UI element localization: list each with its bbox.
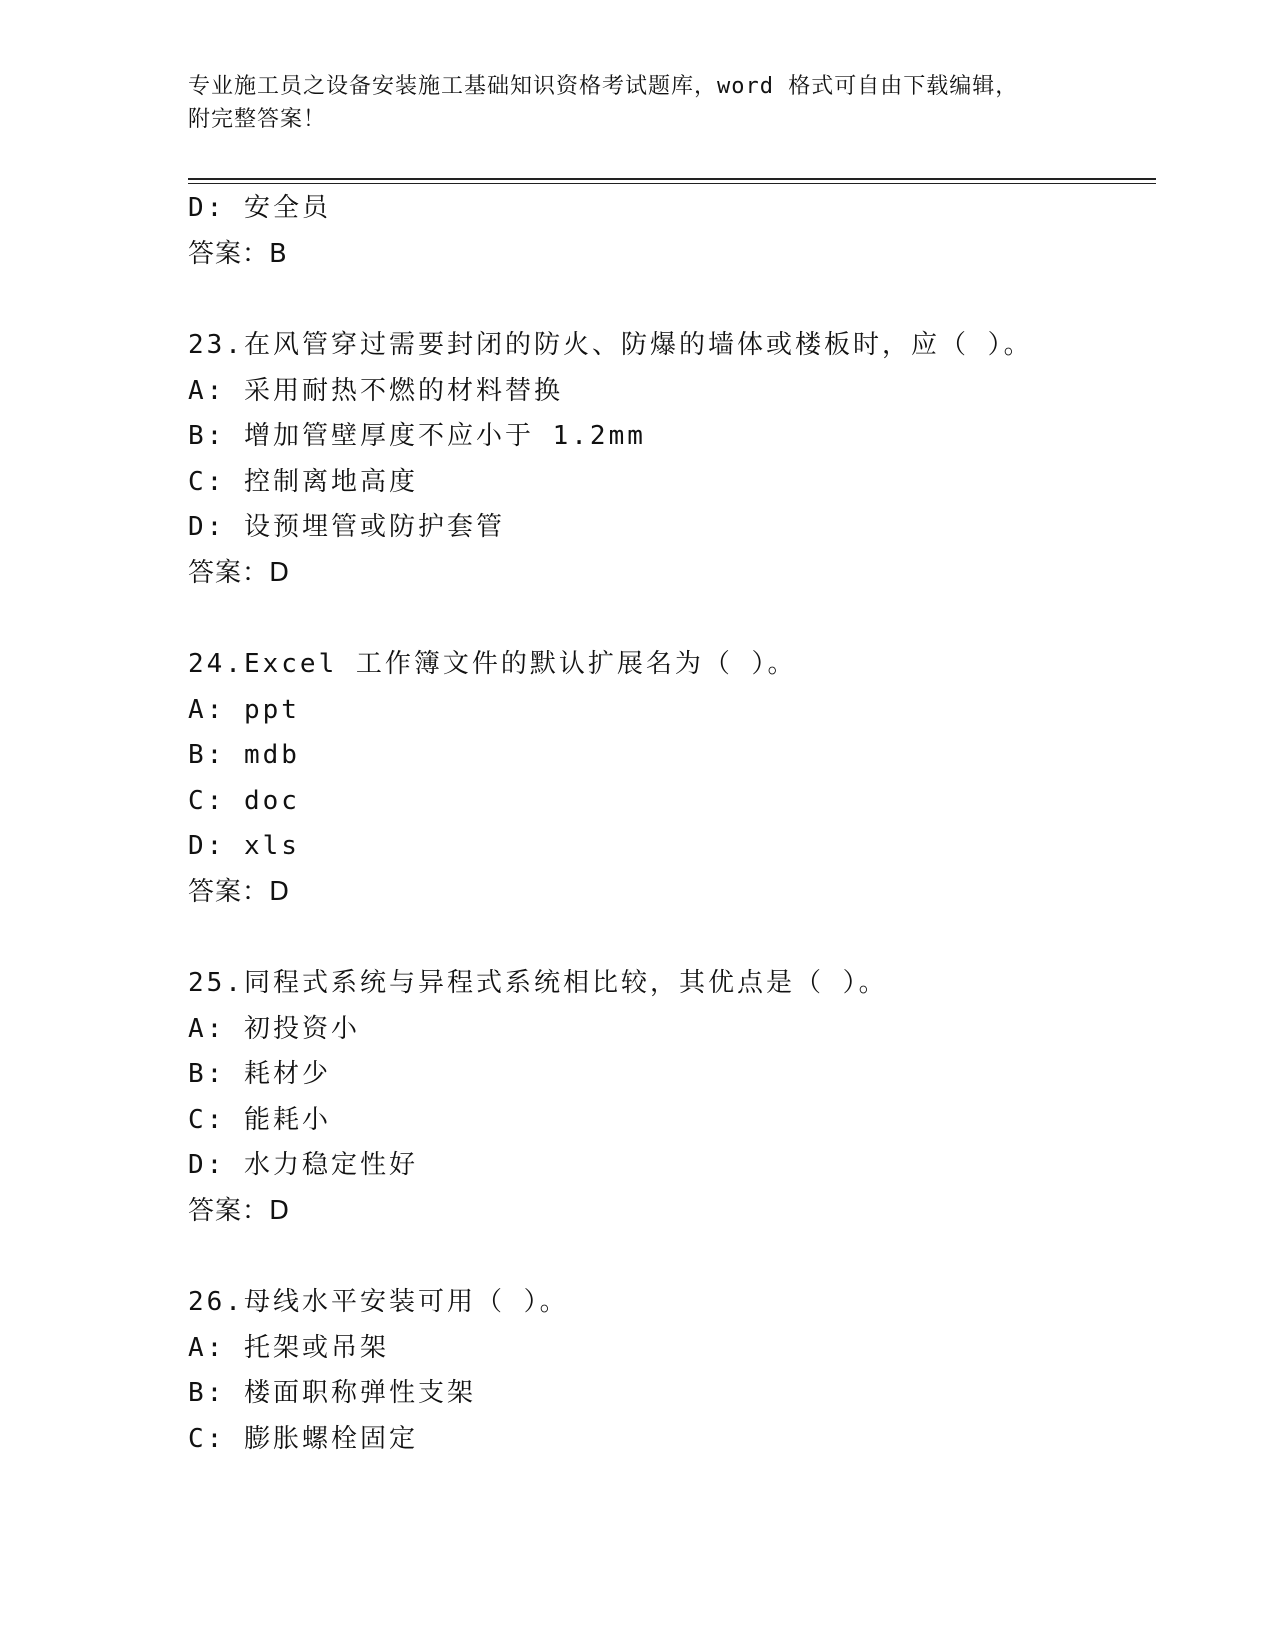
option-a: A: 托架或吊架 — [188, 1332, 389, 1363]
option-b: B: 增加管壁厚度不应小于 1.2mm — [188, 421, 646, 451]
header-line-1: 专业施工员之设备安装施工基础知识资格考试题库，word 格式可自由下载编辑， — [188, 74, 1019, 99]
option-c: C: doc — [188, 785, 300, 816]
header-divider — [188, 178, 1156, 180]
option-c: C: 膨胀螺栓固定 — [188, 1423, 418, 1454]
option-d: D: 设预埋管或防护套管 — [188, 512, 505, 542]
option-a: A: ppt — [188, 694, 300, 725]
question-block-25 — [188, 961, 1156, 1234]
option-d: D: xls — [188, 831, 300, 861]
answer-line: 答案：B — [188, 238, 288, 269]
answer-line: 答案：D — [188, 1195, 291, 1226]
option-a: A: 初投资小 — [188, 1013, 360, 1044]
option-a: A: 采用耐热不燃的材料替换 — [188, 375, 563, 406]
question-text: 24.Excel 工作簿文件的默认扩展名为（ ）。 — [188, 649, 797, 679]
question-text: 25.同程式系统与异程式系统相比较，其优点是（ ）。 — [188, 968, 888, 998]
option-b: B: 耗材少 — [188, 1059, 331, 1089]
option-c: C: 控制离地高度 — [188, 466, 418, 497]
question-block-24 — [188, 642, 1156, 915]
answer-line: 答案：D — [188, 876, 291, 907]
question-block-22 — [188, 186, 1156, 277]
option-d: D: 水力稳定性好 — [188, 1150, 418, 1180]
question-text: 23.在风管穿过需要封闭的防火、防爆的墙体或楼板时，应（ ）。 — [188, 330, 1033, 360]
header-line-2: 附完整答案！ — [188, 107, 327, 132]
option-c: C: 能耗小 — [188, 1104, 331, 1135]
option-b: B: 楼面职称弹性支架 — [188, 1378, 476, 1408]
document-header — [188, 70, 1088, 136]
question-text: 26.母线水平安装可用（ ）。 — [188, 1287, 569, 1317]
option-b: B: mdb — [188, 740, 300, 770]
question-block-23 — [188, 323, 1156, 596]
answer-line: 答案：D — [188, 557, 291, 588]
question-list — [188, 186, 1156, 1462]
question-block-26 — [188, 1280, 1156, 1462]
option-d: D: 安全员 — [188, 193, 331, 223]
